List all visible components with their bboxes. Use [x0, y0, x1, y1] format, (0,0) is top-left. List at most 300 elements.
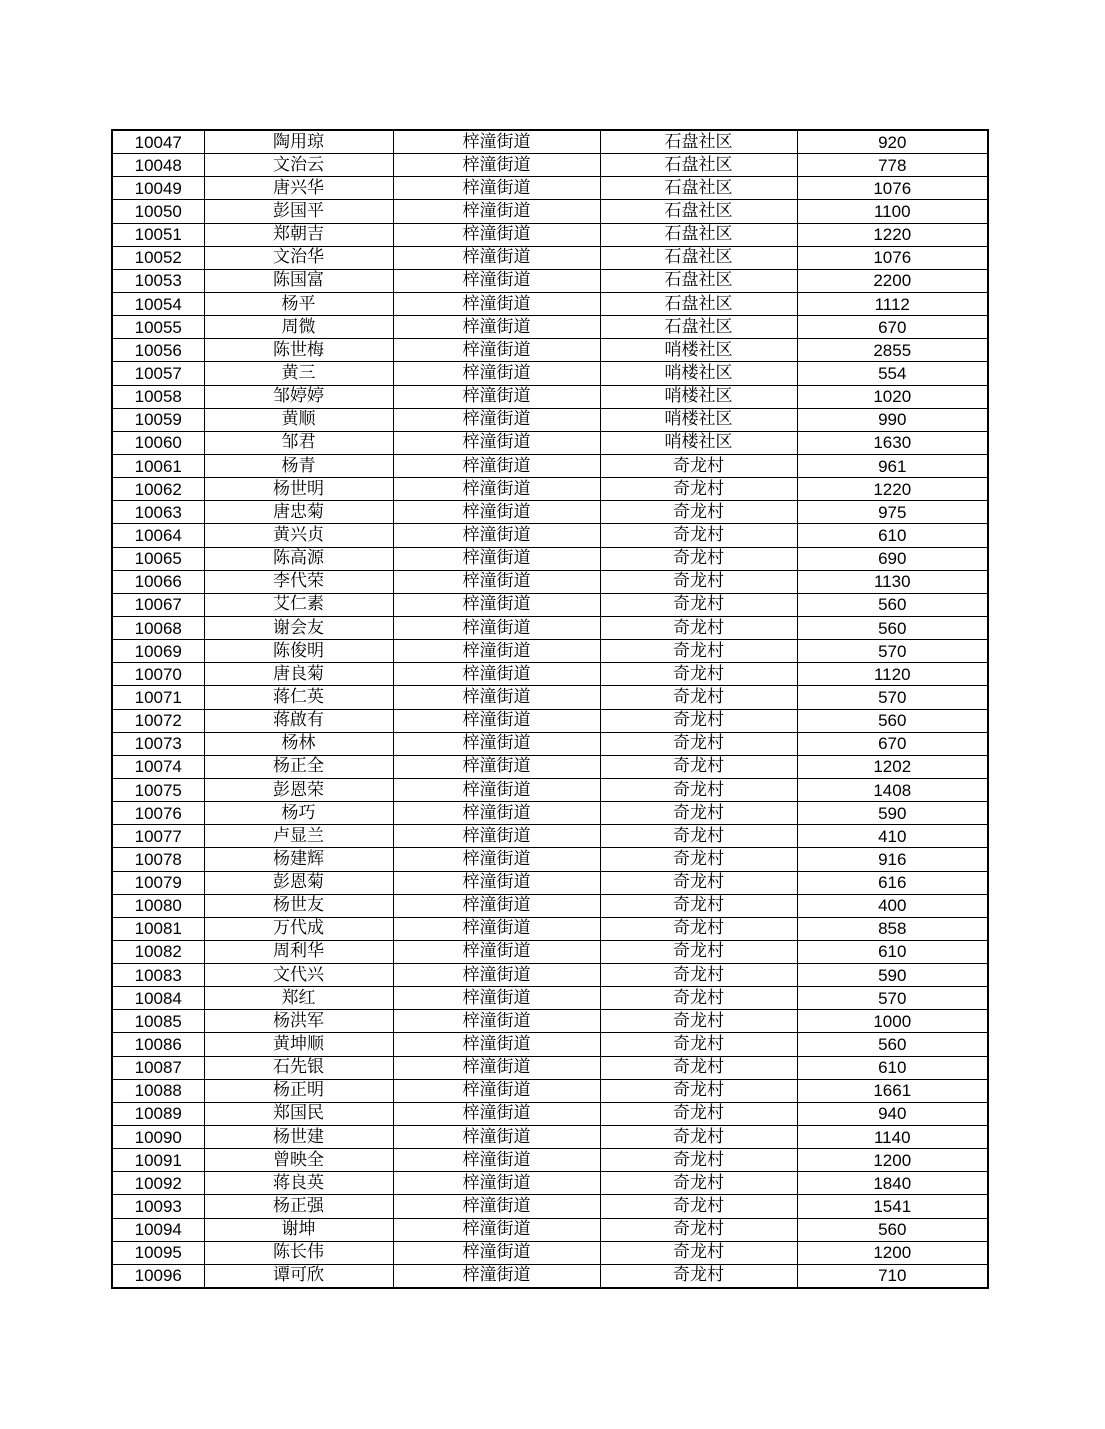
amount-cell: 1000	[797, 1010, 988, 1033]
id-cell: 10086	[112, 1033, 204, 1056]
community-cell: 奇龙村	[600, 593, 797, 616]
id-cell: 10058	[112, 385, 204, 408]
table-row	[112, 732, 988, 755]
name-cell: 周微	[204, 316, 393, 339]
id-cell: 10076	[112, 802, 204, 825]
street-cell: 梓潼街道	[393, 223, 600, 246]
name-cell: 谢坤	[204, 1218, 393, 1241]
table-row	[112, 1010, 988, 1033]
street-cell: 梓潼街道	[393, 1010, 600, 1033]
name-cell: 郑红	[204, 987, 393, 1010]
id-cell: 10070	[112, 663, 204, 686]
amount-cell: 1220	[797, 478, 988, 501]
table-row	[112, 894, 988, 917]
community-cell: 奇龙村	[600, 1010, 797, 1033]
id-cell: 10065	[112, 547, 204, 570]
name-cell: 曾映全	[204, 1149, 393, 1172]
street-cell: 梓潼街道	[393, 640, 600, 663]
table-row	[112, 593, 988, 616]
table-row	[112, 246, 988, 269]
street-cell: 梓潼街道	[393, 547, 600, 570]
table-row	[112, 825, 988, 848]
street-cell: 梓潼街道	[393, 1172, 600, 1195]
community-cell: 奇龙村	[600, 1102, 797, 1125]
name-cell: 邹婷婷	[204, 385, 393, 408]
name-cell: 谭可欣	[204, 1264, 393, 1288]
community-cell: 奇龙村	[600, 1264, 797, 1288]
street-cell: 梓潼街道	[393, 1264, 600, 1288]
id-cell: 10067	[112, 593, 204, 616]
street-cell: 梓潼街道	[393, 940, 600, 963]
table-row	[112, 385, 988, 408]
name-cell: 邹君	[204, 431, 393, 454]
amount-cell: 590	[797, 802, 988, 825]
id-cell: 10059	[112, 408, 204, 431]
name-cell: 郑朝吉	[204, 223, 393, 246]
name-cell: 杨巧	[204, 802, 393, 825]
amount-cell: 1076	[797, 177, 988, 200]
street-cell: 梓潼街道	[393, 316, 600, 339]
name-cell: 黄兴贞	[204, 524, 393, 547]
community-cell: 奇龙村	[600, 1241, 797, 1264]
id-cell: 10074	[112, 755, 204, 778]
id-cell: 10079	[112, 871, 204, 894]
name-cell: 艾仁素	[204, 593, 393, 616]
street-cell: 梓潼街道	[393, 987, 600, 1010]
street-cell: 梓潼街道	[393, 246, 600, 269]
id-cell: 10052	[112, 246, 204, 269]
table-row	[112, 524, 988, 547]
street-cell: 梓潼街道	[393, 292, 600, 315]
street-cell: 梓潼街道	[393, 524, 600, 547]
amount-cell: 610	[797, 524, 988, 547]
community-cell: 奇龙村	[600, 663, 797, 686]
name-cell: 陈国富	[204, 269, 393, 292]
name-cell: 杨正明	[204, 1079, 393, 1102]
community-cell: 奇龙村	[600, 1172, 797, 1195]
name-cell: 杨世建	[204, 1126, 393, 1149]
id-cell: 10048	[112, 154, 204, 177]
id-cell: 10094	[112, 1218, 204, 1241]
community-cell: 哨楼社区	[600, 431, 797, 454]
amount-cell: 560	[797, 1218, 988, 1241]
table-row	[112, 1056, 988, 1079]
table-row	[112, 663, 988, 686]
street-cell: 梓潼街道	[393, 570, 600, 593]
amount-cell: 975	[797, 501, 988, 524]
street-cell: 梓潼街道	[393, 408, 600, 431]
street-cell: 梓潼街道	[393, 616, 600, 639]
amount-cell: 590	[797, 964, 988, 987]
street-cell: 梓潼街道	[393, 663, 600, 686]
street-cell: 梓潼街道	[393, 1056, 600, 1079]
community-cell: 石盘社区	[600, 269, 797, 292]
community-cell: 石盘社区	[600, 223, 797, 246]
name-cell: 杨林	[204, 732, 393, 755]
street-cell: 梓潼街道	[393, 478, 600, 501]
street-cell: 梓潼街道	[393, 802, 600, 825]
table-row	[112, 940, 988, 963]
name-cell: 卢显兰	[204, 825, 393, 848]
table-row	[112, 130, 988, 154]
table-row	[112, 223, 988, 246]
id-cell: 10051	[112, 223, 204, 246]
street-cell: 梓潼街道	[393, 431, 600, 454]
community-cell: 奇龙村	[600, 987, 797, 1010]
street-cell: 梓潼街道	[393, 964, 600, 987]
amount-cell: 858	[797, 917, 988, 940]
community-cell: 奇龙村	[600, 917, 797, 940]
amount-cell: 610	[797, 1056, 988, 1079]
table-row	[112, 616, 988, 639]
name-cell: 陈高源	[204, 547, 393, 570]
amount-cell: 1100	[797, 200, 988, 223]
id-cell: 10072	[112, 709, 204, 732]
amount-cell: 1630	[797, 431, 988, 454]
street-cell: 梓潼街道	[393, 200, 600, 223]
name-cell: 黄三	[204, 362, 393, 385]
name-cell: 陈俊明	[204, 640, 393, 663]
name-cell: 蒋啟有	[204, 709, 393, 732]
community-cell: 石盘社区	[600, 316, 797, 339]
community-cell: 奇龙村	[600, 524, 797, 547]
street-cell: 梓潼街道	[393, 917, 600, 940]
amount-cell: 710	[797, 1264, 988, 1288]
street-cell: 梓潼街道	[393, 130, 600, 154]
table-row	[112, 1264, 988, 1288]
amount-cell: 1130	[797, 570, 988, 593]
table-row	[112, 1102, 988, 1125]
street-cell: 梓潼街道	[393, 454, 600, 477]
id-cell: 10050	[112, 200, 204, 223]
table-row	[112, 478, 988, 501]
amount-cell: 560	[797, 593, 988, 616]
name-cell: 文治华	[204, 246, 393, 269]
street-cell: 梓潼街道	[393, 894, 600, 917]
street-cell: 梓潼街道	[393, 501, 600, 524]
name-cell: 彭国平	[204, 200, 393, 223]
id-cell: 10056	[112, 339, 204, 362]
table-row	[112, 316, 988, 339]
amount-cell: 961	[797, 454, 988, 477]
street-cell: 梓潼街道	[393, 1033, 600, 1056]
community-cell: 哨楼社区	[600, 339, 797, 362]
name-cell: 文代兴	[204, 964, 393, 987]
id-cell: 10077	[112, 825, 204, 848]
table-row	[112, 408, 988, 431]
table-row	[112, 871, 988, 894]
amount-cell: 1661	[797, 1079, 988, 1102]
community-cell: 奇龙村	[600, 940, 797, 963]
table-row	[112, 709, 988, 732]
table-row	[112, 454, 988, 477]
name-cell: 万代成	[204, 917, 393, 940]
community-cell: 奇龙村	[600, 964, 797, 987]
id-cell: 10064	[112, 524, 204, 547]
community-cell: 哨楼社区	[600, 362, 797, 385]
amount-cell: 1220	[797, 223, 988, 246]
amount-cell: 570	[797, 686, 988, 709]
id-cell: 10090	[112, 1126, 204, 1149]
table-row	[112, 1172, 988, 1195]
table-row	[112, 1126, 988, 1149]
name-cell: 谢会友	[204, 616, 393, 639]
id-cell: 10082	[112, 940, 204, 963]
table-row	[112, 964, 988, 987]
community-cell: 奇龙村	[600, 1195, 797, 1218]
community-cell: 石盘社区	[600, 200, 797, 223]
name-cell: 唐良菊	[204, 663, 393, 686]
name-cell: 杨正全	[204, 755, 393, 778]
amount-cell: 670	[797, 316, 988, 339]
amount-cell: 1200	[797, 1241, 988, 1264]
id-cell: 10073	[112, 732, 204, 755]
community-cell: 奇龙村	[600, 871, 797, 894]
id-cell: 10096	[112, 1264, 204, 1288]
amount-cell: 2200	[797, 269, 988, 292]
name-cell: 彭恩菊	[204, 871, 393, 894]
id-cell: 10093	[112, 1195, 204, 1218]
id-cell: 10091	[112, 1149, 204, 1172]
community-cell: 奇龙村	[600, 1079, 797, 1102]
table-row	[112, 686, 988, 709]
amount-cell: 1020	[797, 385, 988, 408]
id-cell: 10089	[112, 1102, 204, 1125]
name-cell: 彭恩荣	[204, 778, 393, 801]
table-row	[112, 1149, 988, 1172]
table-row	[112, 154, 988, 177]
community-cell: 石盘社区	[600, 130, 797, 154]
table-row	[112, 1079, 988, 1102]
id-cell: 10061	[112, 454, 204, 477]
street-cell: 梓潼街道	[393, 778, 600, 801]
name-cell: 杨正强	[204, 1195, 393, 1218]
name-cell: 石先银	[204, 1056, 393, 1079]
community-cell: 奇龙村	[600, 709, 797, 732]
amount-cell: 916	[797, 848, 988, 871]
name-cell: 唐兴华	[204, 177, 393, 200]
table-row	[112, 848, 988, 871]
name-cell: 杨世友	[204, 894, 393, 917]
community-cell: 奇龙村	[600, 755, 797, 778]
table-row	[112, 1033, 988, 1056]
amount-cell: 1541	[797, 1195, 988, 1218]
id-cell: 10080	[112, 894, 204, 917]
street-cell: 梓潼街道	[393, 177, 600, 200]
table-row	[112, 917, 988, 940]
street-cell: 梓潼街道	[393, 1241, 600, 1264]
amount-cell: 778	[797, 154, 988, 177]
name-cell: 唐忠菊	[204, 501, 393, 524]
data-table	[111, 129, 989, 1289]
id-cell: 10081	[112, 917, 204, 940]
street-cell: 梓潼街道	[393, 269, 600, 292]
table-row	[112, 802, 988, 825]
community-cell: 奇龙村	[600, 778, 797, 801]
street-cell: 梓潼街道	[393, 1126, 600, 1149]
amount-cell: 1840	[797, 1172, 988, 1195]
community-cell: 奇龙村	[600, 640, 797, 663]
id-cell: 10092	[112, 1172, 204, 1195]
id-cell: 10062	[112, 478, 204, 501]
community-cell: 哨楼社区	[600, 408, 797, 431]
name-cell: 蒋仁英	[204, 686, 393, 709]
id-cell: 10060	[112, 431, 204, 454]
table-row	[112, 987, 988, 1010]
amount-cell: 990	[797, 408, 988, 431]
street-cell: 梓潼街道	[393, 385, 600, 408]
community-cell: 奇龙村	[600, 686, 797, 709]
id-cell: 10083	[112, 964, 204, 987]
table-row	[112, 778, 988, 801]
street-cell: 梓潼街道	[393, 1102, 600, 1125]
street-cell: 梓潼街道	[393, 825, 600, 848]
amount-cell: 1200	[797, 1149, 988, 1172]
community-cell: 石盘社区	[600, 177, 797, 200]
id-cell: 10057	[112, 362, 204, 385]
name-cell: 陈长伟	[204, 1241, 393, 1264]
id-cell: 10068	[112, 616, 204, 639]
id-cell: 10049	[112, 177, 204, 200]
street-cell: 梓潼街道	[393, 154, 600, 177]
id-cell: 10063	[112, 501, 204, 524]
name-cell: 杨青	[204, 454, 393, 477]
street-cell: 梓潼街道	[393, 1195, 600, 1218]
community-cell: 奇龙村	[600, 1033, 797, 1056]
street-cell: 梓潼街道	[393, 1079, 600, 1102]
name-cell: 陈世梅	[204, 339, 393, 362]
amount-cell: 560	[797, 616, 988, 639]
amount-cell: 400	[797, 894, 988, 917]
amount-cell: 1120	[797, 663, 988, 686]
amount-cell: 1202	[797, 755, 988, 778]
table-row	[112, 1241, 988, 1264]
community-cell: 奇龙村	[600, 616, 797, 639]
amount-cell: 920	[797, 130, 988, 154]
table-row	[112, 431, 988, 454]
community-cell: 奇龙村	[600, 501, 797, 524]
id-cell: 10055	[112, 316, 204, 339]
community-cell: 奇龙村	[600, 570, 797, 593]
table-row	[112, 177, 988, 200]
id-cell: 10088	[112, 1079, 204, 1102]
street-cell: 梓潼街道	[393, 593, 600, 616]
table-row	[112, 269, 988, 292]
community-cell: 奇龙村	[600, 1218, 797, 1241]
id-cell: 10053	[112, 269, 204, 292]
id-cell: 10087	[112, 1056, 204, 1079]
table-row	[112, 339, 988, 362]
amount-cell: 1408	[797, 778, 988, 801]
name-cell: 文治云	[204, 154, 393, 177]
id-cell: 10095	[112, 1241, 204, 1264]
id-cell: 10066	[112, 570, 204, 593]
amount-cell: 570	[797, 640, 988, 663]
community-cell: 奇龙村	[600, 478, 797, 501]
amount-cell: 1112	[797, 292, 988, 315]
community-cell: 奇龙村	[600, 1149, 797, 1172]
street-cell: 梓潼街道	[393, 709, 600, 732]
community-cell: 奇龙村	[600, 454, 797, 477]
amount-cell: 610	[797, 940, 988, 963]
table-row	[112, 755, 988, 778]
amount-cell: 570	[797, 987, 988, 1010]
community-cell: 奇龙村	[600, 825, 797, 848]
street-cell: 梓潼街道	[393, 871, 600, 894]
street-cell: 梓潼街道	[393, 848, 600, 871]
table-row	[112, 547, 988, 570]
amount-cell: 940	[797, 1102, 988, 1125]
name-cell: 李代荣	[204, 570, 393, 593]
street-cell: 梓潼街道	[393, 1149, 600, 1172]
table-row	[112, 1195, 988, 1218]
street-cell: 梓潼街道	[393, 732, 600, 755]
name-cell: 蒋良英	[204, 1172, 393, 1195]
community-cell: 奇龙村	[600, 1056, 797, 1079]
community-cell: 奇龙村	[600, 1126, 797, 1149]
amount-cell: 670	[797, 732, 988, 755]
table-row	[112, 501, 988, 524]
table-row	[112, 1218, 988, 1241]
name-cell: 杨建辉	[204, 848, 393, 871]
amount-cell: 690	[797, 547, 988, 570]
amount-cell: 1140	[797, 1126, 988, 1149]
name-cell: 周利华	[204, 940, 393, 963]
amount-cell: 560	[797, 709, 988, 732]
community-cell: 石盘社区	[600, 154, 797, 177]
community-cell: 哨楼社区	[600, 385, 797, 408]
id-cell: 10075	[112, 778, 204, 801]
amount-cell: 560	[797, 1033, 988, 1056]
amount-cell: 554	[797, 362, 988, 385]
community-cell: 奇龙村	[600, 547, 797, 570]
id-cell: 10085	[112, 1010, 204, 1033]
name-cell: 黄坤顺	[204, 1033, 393, 1056]
table-body	[112, 130, 988, 1288]
community-cell: 奇龙村	[600, 732, 797, 755]
id-cell: 10069	[112, 640, 204, 663]
community-cell: 奇龙村	[600, 848, 797, 871]
table-row	[112, 640, 988, 663]
table-row	[112, 292, 988, 315]
amount-cell: 410	[797, 825, 988, 848]
street-cell: 梓潼街道	[393, 362, 600, 385]
table-row	[112, 200, 988, 223]
community-cell: 奇龙村	[600, 894, 797, 917]
name-cell: 杨平	[204, 292, 393, 315]
name-cell: 陶用琼	[204, 130, 393, 154]
amount-cell: 2855	[797, 339, 988, 362]
name-cell: 杨洪军	[204, 1010, 393, 1033]
street-cell: 梓潼街道	[393, 1218, 600, 1241]
id-cell: 10078	[112, 848, 204, 871]
name-cell: 黄顺	[204, 408, 393, 431]
id-cell: 10054	[112, 292, 204, 315]
table-row	[112, 570, 988, 593]
community-cell: 奇龙村	[600, 802, 797, 825]
street-cell: 梓潼街道	[393, 339, 600, 362]
name-cell: 郑国民	[204, 1102, 393, 1125]
amount-cell: 1076	[797, 246, 988, 269]
table-row	[112, 362, 988, 385]
community-cell: 石盘社区	[600, 246, 797, 269]
community-cell: 石盘社区	[600, 292, 797, 315]
street-cell: 梓潼街道	[393, 686, 600, 709]
id-cell: 10084	[112, 987, 204, 1010]
street-cell: 梓潼街道	[393, 755, 600, 778]
amount-cell: 616	[797, 871, 988, 894]
id-cell: 10071	[112, 686, 204, 709]
